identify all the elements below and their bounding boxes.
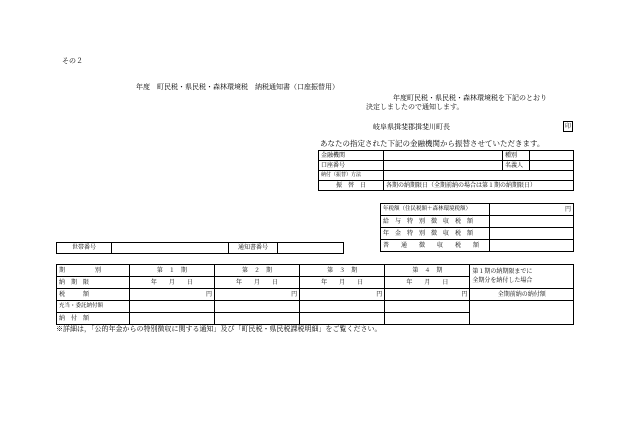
payment-method-label: 納付（振替）方法 — [319, 171, 384, 181]
notice-line-2: 決定しましたので通知します。 — [366, 103, 464, 111]
tax-amount-row-label: 税 額 — [57, 289, 130, 301]
account-number-label: 口座番号 — [319, 161, 384, 171]
account-holder-value — [530, 161, 574, 171]
deadline-2: 年 月 日 — [214, 277, 299, 289]
document-title: 年度 町民税・県民税・森林環境税 納税通知書（口座振替用） — [136, 83, 339, 91]
payment-amount-4 — [385, 313, 470, 325]
bank-institution-value — [384, 151, 503, 161]
account-number-value — [384, 161, 503, 171]
period-4: 第 ４ 期 — [385, 265, 470, 277]
payment-amount-label: 納 付 額 — [57, 313, 130, 325]
notice-line-1: 年度町民税・県民税・森林環境税を下記のとおり — [393, 94, 547, 102]
yen-unit: 円 — [564, 205, 571, 213]
tax-amount-1: 円 — [129, 289, 214, 301]
notice-number-label: 通知書番号 — [229, 243, 278, 254]
applied-amount-2 — [214, 301, 299, 313]
tax-amount-2: 円 — [214, 289, 299, 301]
payment-method-value — [384, 171, 574, 181]
salary-special-tax-value — [490, 216, 574, 228]
transfer-day-label: 振 替 日 — [319, 181, 384, 191]
account-holder-label: 名義人 — [503, 161, 530, 171]
payment-amount-1 — [129, 313, 214, 325]
bank-info-table — [318, 150, 574, 191]
bank-institution-label: 金融機関 — [319, 151, 384, 161]
prepay-note-line-1: 第１期の納期限までに — [472, 268, 533, 276]
pension-special-tax-value — [490, 228, 574, 240]
household-number-value — [112, 243, 229, 254]
bank-type-value — [530, 151, 574, 161]
pension-special-tax-label: 年 金 特 別 徴 収 税 額 — [381, 228, 490, 240]
applied-amount-4 — [385, 301, 470, 313]
applied-amount-3 — [300, 301, 385, 313]
official-seal: 印 — [564, 123, 571, 130]
payment-amount-2 — [214, 313, 299, 325]
ordinary-tax-value — [490, 240, 574, 252]
annual-tax-value — [490, 204, 574, 216]
footnote: ※詳細は，「公的年金からの特別徴収に関する通知」及び「町民税・県民税課税明細」をご覧ください。 — [56, 325, 382, 333]
period-3: 第 ３ 期 — [300, 265, 385, 277]
tax-amount-4: 円 — [385, 289, 470, 301]
salary-special-tax-label: 給 与 特 別 徴 収 税 額 — [381, 216, 490, 228]
period-1: 第 １ 期 — [129, 265, 214, 277]
annual-tax-label: 年税額（住民税額＋森林環境税額） — [381, 204, 490, 216]
ordinary-tax-label: 普 通 徴 収 税 額 — [381, 240, 490, 252]
tax-amount-table — [380, 203, 574, 252]
household-table — [56, 242, 344, 254]
bank-type-label: 種別 — [503, 151, 530, 161]
period-table — [56, 264, 574, 325]
prepay-note — [470, 265, 574, 289]
tax-amount-3: 円 — [300, 289, 385, 301]
period-header-label: 期 別 — [57, 265, 130, 277]
payment-amount-3 — [300, 313, 385, 325]
period-2: 第 ２ 期 — [214, 265, 299, 277]
deadline-1: 年 月 日 — [129, 277, 214, 289]
page-label: その２ — [62, 57, 83, 65]
applied-amount-1 — [129, 301, 214, 313]
transfer-day-value: 各期の納期限日（全期前納の場合は第１期の納期限日） — [384, 181, 574, 191]
bank-intro: あなたの指定された下記の金融機関から振替させていただきます。 — [320, 139, 545, 148]
prepay-label: 全期前納の納付額 — [470, 289, 574, 301]
issuer-name: 岐阜県揖斐郡揖斐川町長 — [373, 123, 450, 131]
applied-amount-label: 充当・委託納付額 — [57, 301, 130, 313]
household-number-label: 世帯番号 — [57, 243, 112, 254]
notice-number-value — [278, 243, 344, 254]
prepay-amount-value — [470, 301, 574, 325]
deadline-label: 納 期 限 — [57, 277, 130, 289]
deadline-4: 年 月 日 — [385, 277, 470, 289]
prepay-note-line-2: 全期分を納付した場合 — [472, 276, 533, 284]
deadline-3: 年 月 日 — [300, 277, 385, 289]
